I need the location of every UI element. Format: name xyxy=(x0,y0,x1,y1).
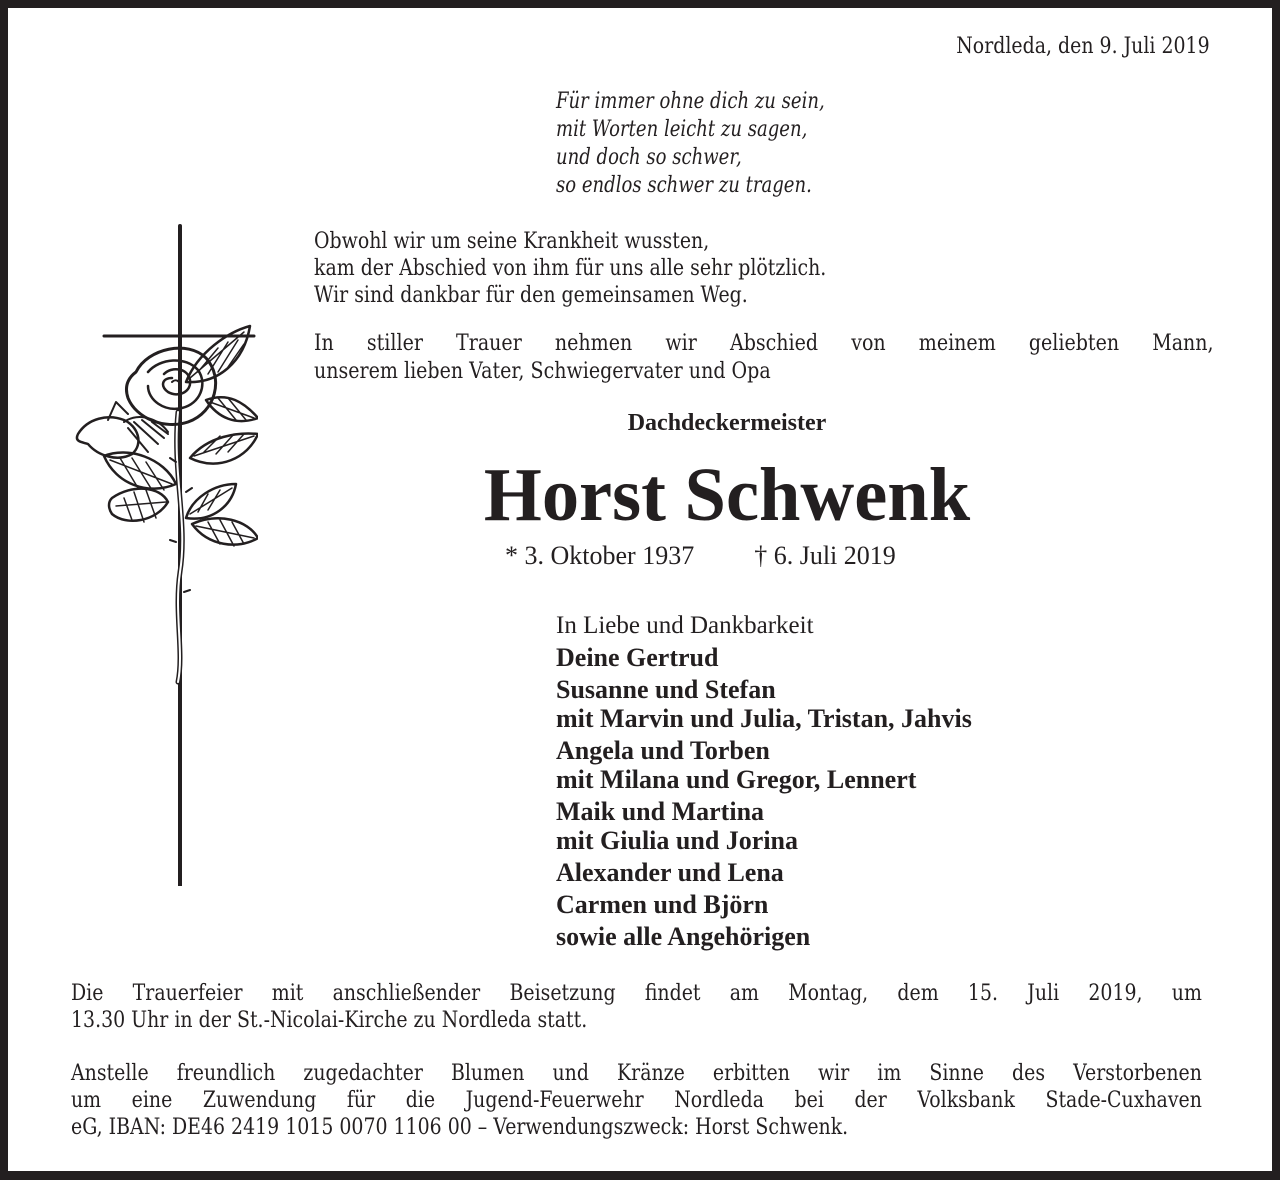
poem-line: so endlos schwer zu tragen. xyxy=(556,173,812,198)
family-member: Angela und Torben xyxy=(556,736,770,765)
family-member: Carmen und Björn xyxy=(556,890,769,919)
death-date: † 6. Juli 2019 xyxy=(754,541,896,570)
place-date: Nordleda, den 9. Juli 2019 xyxy=(956,34,1210,59)
family-group xyxy=(556,922,972,951)
family-member: mit Marvin und Julia, Tristan, Jahvis xyxy=(556,704,972,733)
obituary-notice xyxy=(8,8,1272,1171)
mourning-line: In stiller Trauer nehmen wir Abschied von meinem geliebten Mann, xyxy=(314,331,1214,356)
family-intro: In Liebe und Dankbarkeit xyxy=(556,612,814,639)
poem xyxy=(556,88,825,200)
intro-line: Obwohl wir um seine Krankheit wussten, xyxy=(314,229,710,254)
intro-line: Wir sind dankbar für den gemeinsamen Weg. xyxy=(314,283,748,308)
family-group xyxy=(556,736,972,794)
mourning-line: unserem lieben Vater, Schwiegervater und Opa xyxy=(314,359,771,384)
poem-line: Für immer ohne dich zu sein, xyxy=(556,89,825,114)
family-member: Susanne und Stefan xyxy=(556,675,776,704)
donation-line: Anstelle freundlich zugedachter Blumen und Kränze erbitten wir im Sinne des Verstorbenen xyxy=(71,1061,1202,1086)
mourning-text xyxy=(314,330,1214,386)
poem-line: und doch so schwer, xyxy=(556,145,742,170)
family-group xyxy=(556,797,972,855)
family-member: mit Giulia und Jorina xyxy=(556,826,798,855)
family-signatures xyxy=(556,611,972,954)
family-member: sowie alle Angehörigen xyxy=(556,922,811,951)
intro-line: kam der Abschied von ihm für uns alle sehr plötzlich. xyxy=(314,256,827,281)
family-member: Deine Gertrud xyxy=(556,643,719,672)
life-dates xyxy=(505,541,896,571)
family-group xyxy=(556,675,972,733)
birth-date: * 3. Oktober 1937 xyxy=(505,541,695,570)
cross-with-rose-icon xyxy=(68,222,258,886)
family-group xyxy=(556,858,972,887)
donation-line: eG, IBAN: DE46 2419 1015 0070 1106 00 – Verwendungszweck: Horst Schwenk. xyxy=(71,1115,849,1140)
ceremony-line: 13.30 Uhr in der St.-Nicolai-Kirche zu Nordleda statt. xyxy=(71,1008,588,1033)
deceased-profession: Dachdeckermeister xyxy=(627,410,827,436)
family-group xyxy=(556,643,972,672)
family-member: Maik und Martina xyxy=(556,797,765,826)
donation-line: um eine Zuwendung für die Jugend-Feuerwehr Nordleda bei der Volksbank Stade-Cuxhaven xyxy=(71,1088,1202,1113)
deceased-name: Horst Schwenk xyxy=(483,453,971,537)
ceremony-info xyxy=(71,980,1202,1034)
poem-line: mit Worten leicht zu sagen, xyxy=(556,117,808,142)
family-group xyxy=(556,890,972,919)
family-member: Alexander und Lena xyxy=(556,858,784,887)
family-member: mit Milana und Gregor, Lennert xyxy=(556,765,917,794)
intro-text xyxy=(314,228,826,309)
ceremony-line: Die Trauerfeier mit anschließender Beisetzung findet am Montag, dem 15. Juli 2019, um xyxy=(71,981,1202,1006)
donation-info xyxy=(71,1060,1202,1141)
